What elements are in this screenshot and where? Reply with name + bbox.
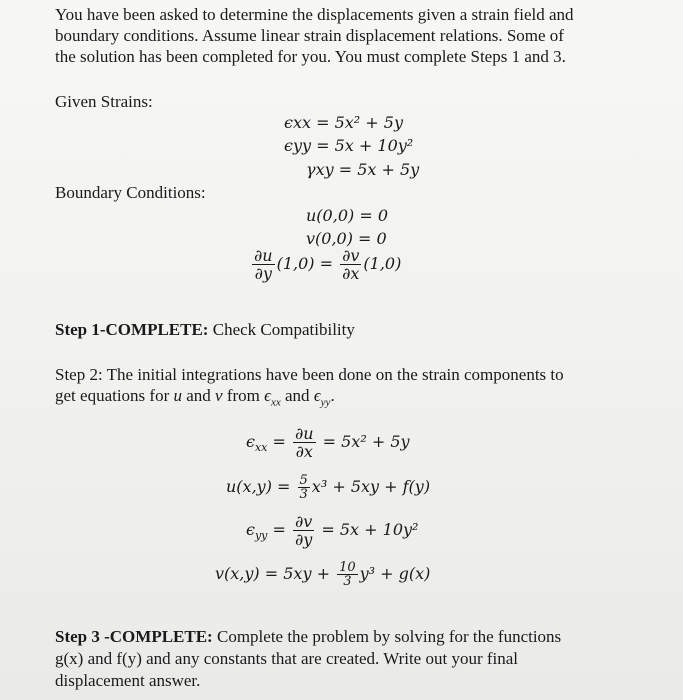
- strain-eyy: ϵyy = 5x + 10y²: [284, 136, 414, 155]
- step-1-text: Check Compatibility: [208, 320, 355, 339]
- step-2-line-2: get equations for u and v from $\epsilon_{xx}$ and $\epsilon_{yy}$.: [55, 386, 335, 409]
- dv-dy-fraction: $\frac{\partial v}{\partial y}$: [294, 512, 313, 549]
- boundary-heading: Boundary Conditions:: [55, 183, 206, 202]
- step-3-line-1: Step 3 -COMPLETE: Complete the problem by solving for the functions: [55, 627, 562, 646]
- step-1: [55, 319, 355, 340]
- ten-thirds-fraction: $\frac{10}{3}$: [339, 560, 356, 589]
- step-2-line-1: Step 2: The initial integrations have been done on the strain components to: [55, 365, 564, 384]
- step-3-line-2: g(x) and f(y) and any constants that are created. Write out your final: [55, 649, 519, 668]
- five-thirds-fraction: $\frac{5}{3}$: [299, 473, 308, 502]
- strain-gxy: γxy = 5x + 5y: [306, 160, 420, 179]
- strain-exx: ϵxx = 5x² + 5y: [284, 113, 403, 132]
- eq-u-solution: u(x,y) = $\frac{5}{3}$ x³ + 5xy + f(y): [226, 473, 431, 502]
- eq-eyy-integration: $\epsilon_{yy}$ = $\frac{\partial v}{\partial y}$ = 5x + 10y²: [246, 512, 419, 549]
- bc-u-origin: u(0,0) = 0: [306, 206, 388, 225]
- du-dx-fraction: $\frac{\partial u}{\partial x}$: [294, 424, 314, 461]
- intro-line-2: boundary conditions. Assume linear strain displacement relations. Some of: [55, 26, 564, 45]
- bc-v-origin: v(0,0) = 0: [306, 229, 387, 248]
- eq-v-solution: v(x,y) = 5xy + $\frac{10}{3}$ y³ + g(x): [215, 560, 431, 589]
- given-strains-heading: Given Strains:: [55, 92, 153, 111]
- eq-exx-integration: $\epsilon_{xx}$ = $\frac{\partial u}{\partial x}$ = 5x² + 5y: [246, 424, 410, 461]
- du-dy-fraction: $\frac{\partial u}{\partial y}$: [254, 246, 273, 283]
- dv-dx-fraction: $\frac{\partial v}{\partial x}$: [342, 246, 360, 283]
- step-3-line-3: displacement answer.: [55, 671, 201, 690]
- bc-derivative-equality: $\frac{\partial u}{\partial y}$ (1,0) = $\frac{\partial v}{\partial x}$ (1,0): [254, 246, 402, 283]
- intro-line-1: You have been asked to determine the displacements given a strain field and: [55, 5, 574, 24]
- step-3-label: Step 3 -COMPLETE:: [55, 627, 213, 646]
- intro-line-3: the solution has been completed for you. You must complete Steps 1 and 3.: [55, 47, 566, 66]
- step-1-label: Step 1-COMPLETE:: [55, 320, 209, 339]
